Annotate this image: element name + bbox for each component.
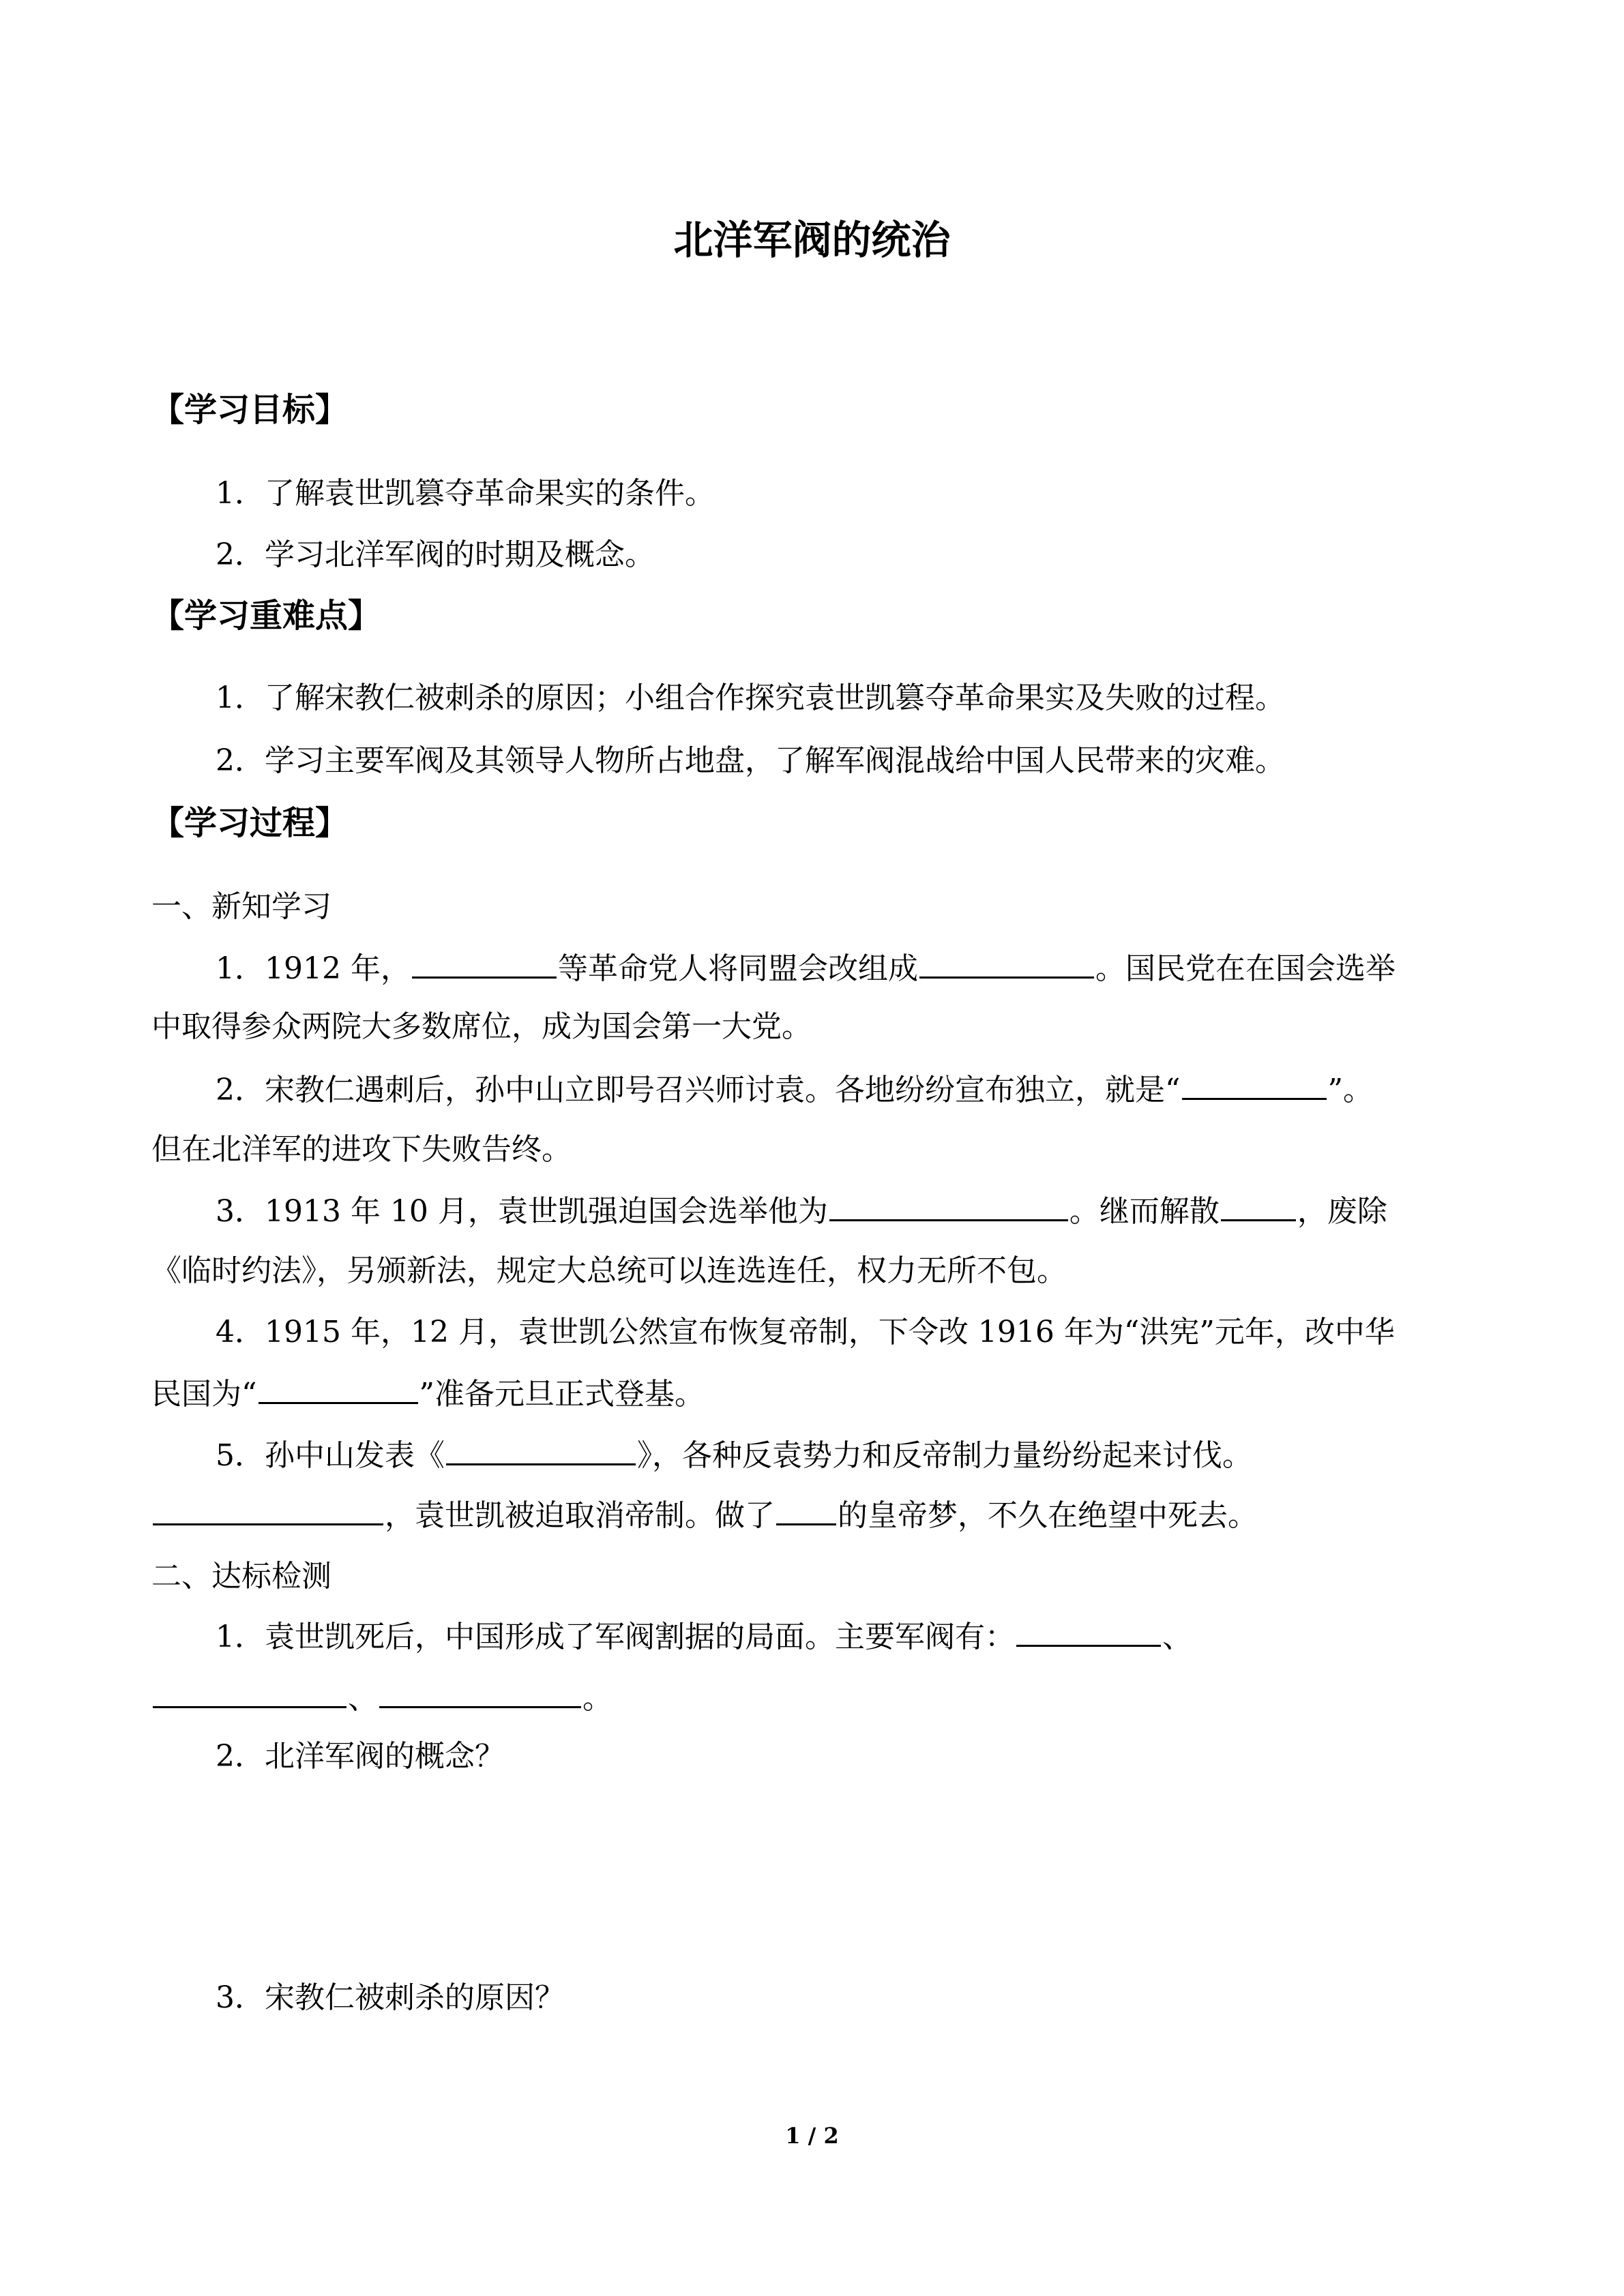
fill-blank[interactable] — [919, 946, 1094, 979]
part2-q2: 2．北洋军阀的概念？ — [216, 1739, 505, 1774]
fill-blank[interactable] — [1221, 1189, 1296, 1221]
part1-q3-line2: 《临时约法》，另颁新法，规定大总统可以连选连任，权力无所不包。 — [151, 1253, 1067, 1288]
fill-blank[interactable] — [153, 1493, 383, 1525]
part2-q1-line1: 1．袁世凯死后，中国形成了军阀割据的局面。主要军阀有： 、 — [216, 1615, 1192, 1658]
part1-q2-line2: 但在北洋军的进攻下失败告终。 — [151, 1132, 572, 1167]
goal-item-1: 1．了解袁世凯篡夺革命果实的条件。 — [216, 476, 715, 511]
part1-q4-line1: 4．1915 年，12 月，袁世凯公然宣布恢复帝制，下令改 1916 年为“洪宪”元年，改中华 — [216, 1315, 1395, 1350]
part1-q5-line1: 5．孙中山发表《 》，各种反袁势力和反帝制力量纷纷起来讨伐。 — [216, 1433, 1252, 1476]
goal-item-2: 2．学习北洋军阀的时期及概念。 — [216, 537, 655, 572]
keypoint-item-1: 1．了解宋教仁被刺杀的原因；小组合作探究袁世凯篡夺革命果实及失败的过程。 — [216, 681, 1285, 715]
part1-q5-line2: ，袁世凯被迫取消帝制。做了 的皇帝梦，不久在绝望中死去。 — [151, 1493, 1258, 1536]
part1-q3-line1: 3．1913 年 10 月，袁世凯强迫国会选举他为 。继而解散 ，废除 — [216, 1189, 1387, 1232]
part2-q3: 3．宋教仁被刺杀的原因？ — [216, 1980, 565, 2015]
part1-q2-line1: 2．宋教仁遇刺后，孙中山立即号召兴师讨袁。各地纷纷宣布独立，就是“ ”。 — [216, 1068, 1373, 1111]
section-process-heading: 【学习过程】 — [151, 804, 349, 842]
fill-blank[interactable] — [1182, 1068, 1327, 1100]
page-number: 1 / 2 — [785, 2123, 839, 2149]
fill-blank[interactable] — [412, 946, 557, 979]
fill-blank[interactable] — [379, 1676, 581, 1708]
fill-blank[interactable] — [446, 1433, 636, 1465]
fill-blank[interactable] — [776, 1493, 836, 1525]
section-keypoints-heading: 【学习重难点】 — [151, 597, 381, 635]
part1-q1-line2: 中取得参众两院大多数席位，成为国会第一大党。 — [151, 1009, 812, 1044]
part1-heading: 一、新知学习 — [151, 889, 331, 924]
fill-blank[interactable] — [259, 1372, 418, 1404]
keypoint-item-2: 2．学习主要军阀及其领导人物所占地盘，了解军阀混战给中国人民带来的灾难。 — [216, 743, 1285, 778]
fill-blank[interactable] — [1016, 1615, 1161, 1647]
section-goals-heading: 【学习目标】 — [151, 391, 349, 429]
part2-heading: 二、达标检测 — [151, 1559, 331, 1594]
fill-blank[interactable] — [153, 1676, 346, 1708]
page-title: 北洋军阀的统治 — [673, 217, 951, 263]
part2-q1-line2: 、 。 — [151, 1676, 612, 1719]
part1-q1-line1: 1．1912 年， 等革命党人将同盟会改组成 。国民党在在国会选举 — [216, 946, 1396, 989]
fill-blank[interactable] — [829, 1189, 1068, 1221]
part1-q4-line2: 民国为“ ”准备元旦正式登基。 — [151, 1372, 705, 1415]
